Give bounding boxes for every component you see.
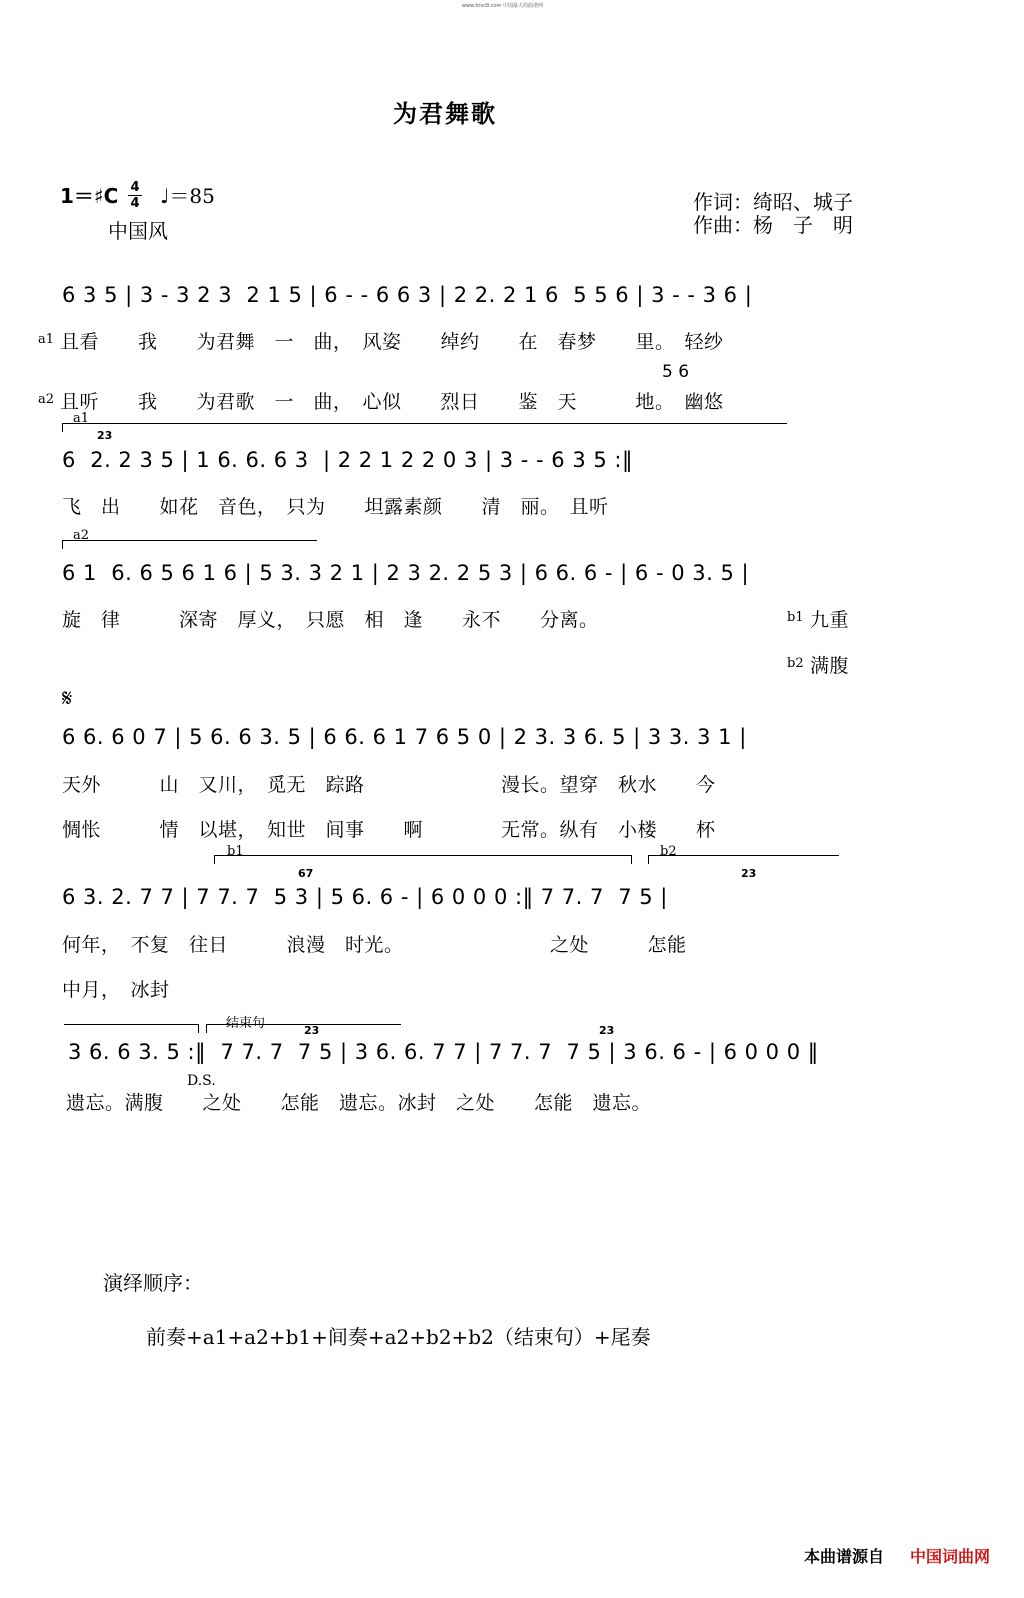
lyrics-row-1-a1: 且看 我 为君舞 一 曲， 风姿 绰约 在 春梦 里。 轻纱 <box>60 331 724 353</box>
ending-label: 结束句 <box>226 1016 266 1031</box>
notation-row-6: 3 6. 6 3. 5 :‖ 7 7. 7 7 5 | 3 6. 6. 7 7 | 7 7. 7 7 5 | 3 6. 6 - | 6 0 0 0 ‖ <box>68 1040 819 1064</box>
footer-source-text: 本曲谱源自 <box>804 1547 885 1566</box>
lyrics-row-4-1: 天外 山 又川， 觅无 踪路 漫长。望穿 秋水 今 <box>62 774 716 796</box>
verse-label-b1: b1 <box>787 610 804 625</box>
lyrics-row-5-1: 何年， 不复 往日 浪漫 时光。 之处 怎能 <box>62 934 687 956</box>
time-numerator: 4 <box>130 180 140 195</box>
time-denominator: 4 <box>130 196 140 211</box>
grace-note-row-2: 23 <box>97 429 113 442</box>
performance-order-label: 演绎顺序： <box>103 1271 203 1295</box>
lyrics-row-6: 遗忘。满腹 之处 怎能 遗忘。冰封 之处 怎能 遗忘。 <box>66 1092 652 1114</box>
volta-label-b1: b1 <box>227 844 244 859</box>
lyrics-row-4-2: 惆怅 情 以堪， 知世 间事 啊 无常。纵有 小楼 杯 <box>62 819 716 841</box>
grace-note-row-6-1: 23 <box>304 1024 320 1037</box>
footer-site-name[interactable]: 中国词曲网 <box>910 1547 991 1566</box>
tempo: ♩＝85 <box>160 184 215 208</box>
notation-row-4: 6 6. 6 0 7 | 5 6. 6 3. 5 | 6 6. 6 1 7 6 5 0 | 2 3. 3 6. 5 | 3 3. 3 1 | <box>62 725 747 749</box>
lyrics-row-5-2: 中月， 冰封 <box>62 979 170 1001</box>
notation-row-3: 6 1 6. 6 5 6 1 6 | 5 3. 3 2 1 | 2 3 2. 2 5 3 | 6 6. 6 - | 6 - 0 3. 5 | <box>62 561 750 585</box>
notation-row-5: 6 3. 2. 7 7 | 7 7. 7 5 3 | 5 6. 6 - | 6 0 0 0 :‖ 7 7. 7 7 5 | <box>62 885 668 909</box>
notation-row-2: 6 2. 2 3 5 | 1 6. 6. 6 3 | 2 2 1 2 2 0 3 | 3 - - 6 3 5 :‖ <box>62 448 633 472</box>
notation-row-1: 6 3 5 | 3 - 3 2 3 2 1 5 | 6 - - 6 6 3 | 2 2. 2 1 6 5 5 6 | 3 - - 3 6 | <box>62 283 753 307</box>
header-url: www.ktvc8.com 中国最大的曲谱网 <box>462 3 544 9</box>
alt-notes: 5 6 <box>662 362 690 382</box>
volta-bracket-a1 <box>62 423 787 432</box>
performance-order-sequence: 前奏+a1+a2+b1+间奏+a2+b2+b2（结束句）+尾奏 <box>146 1325 651 1349</box>
volta-bracket-a2 <box>62 540 317 549</box>
segno-sign: 𝄋 <box>62 684 73 712</box>
style-label: 中国风 <box>108 219 168 243</box>
composer: 作曲：杨 子 明 <box>693 213 853 237</box>
lyrics-row-2: 飞 出 如花 音色， 只为 坦露素颜 清 丽。 且听 <box>62 496 609 518</box>
verse-label-a2: a2 <box>38 392 55 407</box>
grace-note-row-5-1: 67 <box>298 867 314 880</box>
ds-marker: D.S. <box>187 1073 216 1089</box>
lyrics-b1-start: 九重 <box>810 609 850 631</box>
grace-note-row-6-2: 23 <box>599 1024 615 1037</box>
volta-bracket-b2 <box>648 855 839 864</box>
volta-label-b2: b2 <box>660 844 677 859</box>
verse-label-a1: a1 <box>38 332 55 347</box>
volta-label-a1: a1 <box>73 411 90 426</box>
volta-bracket-continue <box>64 1024 199 1033</box>
page-title: 为君舞歌 <box>393 100 497 128</box>
grace-note-row-5-2: 23 <box>741 867 757 880</box>
volta-label-a2: a2 <box>73 528 90 543</box>
lyrics-row-3: 旋 律 深寄 厚义， 只愿 相 逢 永不 分离。 <box>62 609 599 631</box>
time-signature <box>128 181 142 210</box>
volta-bracket-b1 <box>214 855 632 864</box>
lyrics-b2-start: 满腹 <box>810 655 850 677</box>
lyrics-row-1-a2: 且听 我 为君歌 一 曲， 心似 烈日 鉴 天 地。 幽悠 <box>60 391 724 413</box>
lyricist: 作词：绮昭、城子 <box>693 190 853 214</box>
key-signature: 1＝♯C <box>60 184 119 208</box>
verse-label-b2: b2 <box>787 656 804 671</box>
